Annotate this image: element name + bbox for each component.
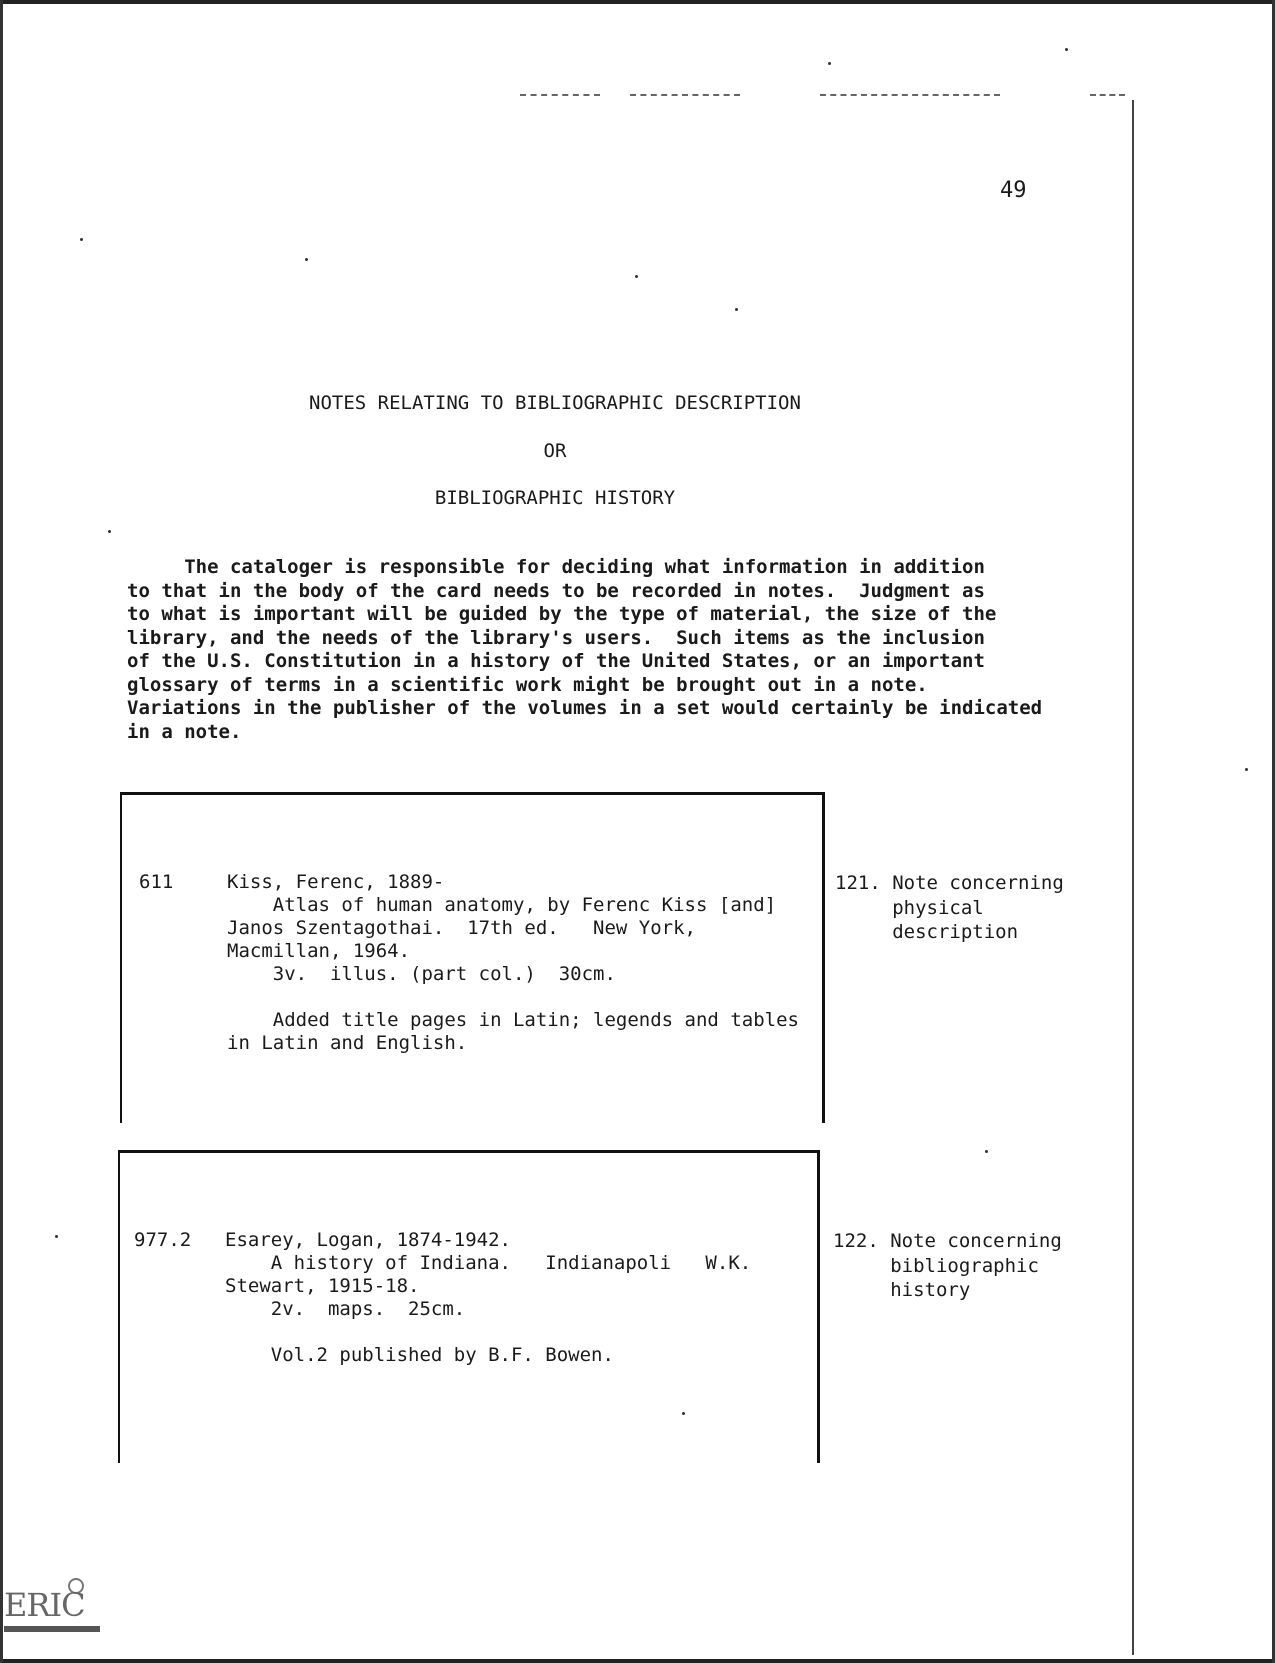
logo-bar [4,1626,100,1632]
page-edge-bottom [0,1659,1275,1663]
heading-subtitle: BIBLIOGRAPHIC HISTORY [434,487,676,509]
page-edge-left [0,0,3,1663]
card-note: 122. Note concerning bibliographic history [833,1230,1062,1301]
intro-paragraph: The cataloger is responsible for deciding what information in addition to that in the body of the card needs to be recorded in notes. Judgment as to what is important will be guided by the type of material, the size of the library, and the needs of the library's users. Such items as the inclusion of the U.S. Constitution in a history of the United States, or an important glossary of terms in a scientific work might be brought out in a note. Variations in the publisher of the volumes in a set would certainly be indicated in a note. [127,556,1043,743]
scan-speck [55,1235,58,1238]
card-entry: Esarey, Logan, 1874-1942. A history of Indiana. Indianapoli W.K. Stewart, 1915-18. 2v. maps. 25cm. Vol.2 published by B.F. Bowen. [225,1229,752,1366]
scan-dash [520,94,600,98]
page-number: 49 [1000,178,1027,203]
scan-speck [635,275,638,278]
catalog-card [118,1150,820,1463]
heading-title: NOTES RELATING TO BIBLIOGRAPHIC DESCRIPTION [309,392,801,414]
right-margin-rule [1132,100,1134,1655]
scan-dash [820,94,1000,98]
card-entry: Kiss, Ferenc, 1889- Atlas of human anatomy, by Ferenc Kiss [and] Janos Szentagothai. 17th ed. New York, Macmillan, 1964. 3v. illus. (part col.) 30cm. Added title pages in Latin; legends and tables in Latin and English. [227,871,799,1054]
scan-dash [630,94,740,98]
eric-logo [4,1578,100,1632]
scan-speck [985,1150,988,1153]
card-note: 121. Note concerning physical description [835,872,1064,943]
card-call-number: 977.2 [134,1229,192,1251]
card-call-number: 611 [139,871,174,893]
catalog-card [120,792,825,1123]
eric-logo-text: ERIC [4,1586,85,1624]
scan-speck [108,530,111,533]
scan-speck [80,238,83,241]
scan-speck [1065,48,1068,51]
heading-or: OR [543,440,567,462]
page-edge-top [0,0,1275,4]
scan-speck [828,62,831,65]
scan-speck [305,258,308,261]
scan-speck [1245,768,1248,771]
scan-speck [735,308,738,311]
scan-dash [1090,94,1125,98]
